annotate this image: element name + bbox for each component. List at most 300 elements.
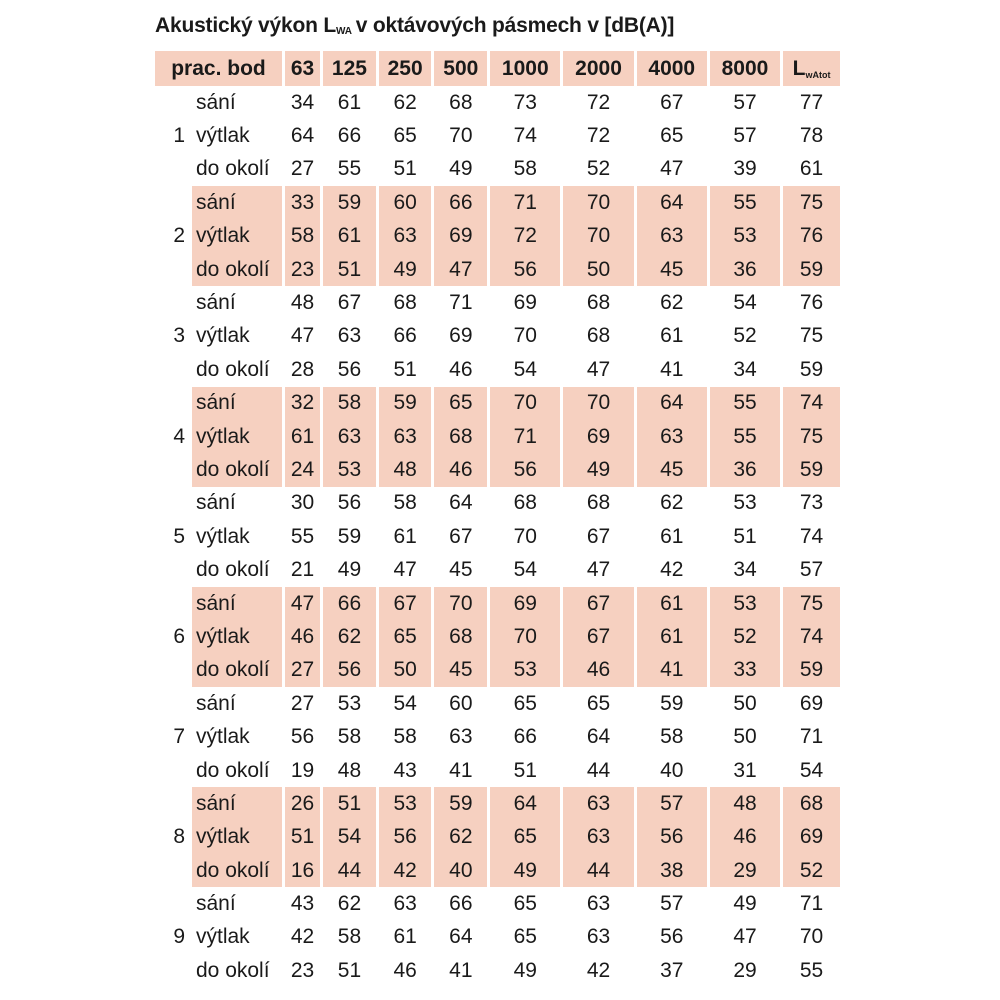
header-row — [155, 51, 840, 86]
value-cell: 58 — [660, 725, 684, 749]
total-value-cell: 74 — [799, 524, 824, 548]
value-cell: 43 — [290, 892, 315, 916]
value-cell: 56 — [337, 357, 362, 381]
row-label: sání — [192, 587, 282, 620]
value-cell: 58 — [393, 491, 417, 515]
table-row — [155, 687, 840, 720]
value-cell: 61 — [393, 925, 417, 949]
value-cell: 45 — [434, 654, 487, 687]
row-label: sání — [192, 186, 282, 219]
value-cell: 40 — [434, 854, 487, 887]
value-cell: 68 — [586, 324, 611, 348]
value-cell: 53 — [490, 654, 560, 687]
value-cell: 47 — [393, 558, 417, 582]
row-label: výtlak — [192, 821, 282, 854]
value-cell: 51 — [393, 357, 417, 381]
value-cell: 54 — [323, 821, 376, 854]
point-number — [155, 687, 189, 720]
total-value-cell: 74 — [783, 620, 840, 653]
table-row — [155, 854, 840, 887]
value-cell: 50 — [563, 253, 633, 286]
row-label: do okolí — [192, 253, 282, 286]
value-cell: 64 — [490, 787, 560, 820]
value-cell: 53 — [733, 491, 757, 515]
value-cell: 40 — [660, 758, 684, 782]
value-cell: 58 — [337, 925, 362, 949]
value-cell: 70 — [434, 587, 487, 620]
value-cell: 62 — [660, 291, 684, 315]
row-label: do okolí — [196, 558, 270, 582]
table-row — [155, 86, 840, 119]
value-cell: 45 — [637, 453, 707, 486]
value-cell: 72 — [586, 124, 611, 148]
value-cell: 39 — [733, 157, 757, 181]
header-total-main: L — [792, 56, 806, 80]
value-cell: 49 — [563, 453, 633, 486]
table-row — [155, 553, 840, 586]
total-value-cell: 75 — [783, 420, 840, 453]
total-value-cell: 59 — [783, 453, 840, 486]
header-band: 4000 — [637, 51, 707, 86]
value-cell: 56 — [379, 821, 432, 854]
value-cell: 65 — [434, 387, 487, 420]
header-band: 500 — [434, 51, 487, 86]
value-cell: 51 — [393, 157, 417, 181]
value-cell: 62 — [434, 821, 487, 854]
value-cell: 69 — [563, 420, 633, 453]
value-cell: 57 — [637, 787, 707, 820]
value-cell: 42 — [660, 558, 684, 582]
value-cell: 63 — [393, 892, 417, 916]
point-number — [155, 787, 189, 820]
value-cell: 38 — [637, 854, 707, 887]
table-row — [155, 720, 840, 753]
value-cell: 65 — [513, 892, 537, 916]
value-cell: 27 — [290, 157, 315, 181]
row-label: do okolí — [196, 958, 270, 982]
value-cell: 59 — [337, 524, 362, 548]
point-number — [155, 86, 189, 119]
row-label: sání — [196, 291, 236, 315]
total-value-cell: 75 — [783, 186, 840, 219]
value-cell: 62 — [337, 892, 362, 916]
value-cell: 56 — [323, 654, 376, 687]
total-value-cell: 69 — [799, 691, 824, 715]
table-row — [155, 253, 840, 286]
value-cell: 47 — [733, 925, 757, 949]
value-cell: 68 — [586, 291, 611, 315]
row-label: výtlak — [196, 524, 250, 548]
row-label: výtlak — [196, 324, 250, 348]
total-value-cell: 71 — [799, 725, 824, 749]
value-cell: 70 — [563, 387, 633, 420]
row-label: výtlak — [196, 725, 250, 749]
value-cell: 61 — [285, 420, 320, 453]
value-cell: 54 — [393, 691, 417, 715]
point-number — [155, 487, 189, 520]
value-cell: 46 — [434, 453, 487, 486]
point-number — [155, 553, 189, 586]
value-cell: 68 — [393, 291, 417, 315]
value-cell: 33 — [285, 186, 320, 219]
value-cell: 61 — [637, 620, 707, 653]
value-cell: 55 — [710, 420, 780, 453]
value-cell: 41 — [660, 357, 684, 381]
sound-power-table — [152, 51, 843, 988]
value-cell: 42 — [290, 925, 315, 949]
value-cell: 69 — [513, 291, 537, 315]
table-row — [155, 787, 840, 820]
value-cell: 58 — [323, 387, 376, 420]
value-cell: 59 — [434, 787, 487, 820]
point-number: 3 — [173, 324, 185, 348]
row-label: sání — [196, 491, 236, 515]
header-point-label: prac. bod — [155, 51, 282, 86]
value-cell: 64 — [637, 387, 707, 420]
value-cell: 56 — [337, 491, 362, 515]
point-number — [155, 587, 189, 620]
table-body — [155, 86, 840, 988]
point-number — [155, 387, 189, 420]
value-cell: 51 — [733, 524, 757, 548]
value-cell: 51 — [337, 958, 362, 982]
value-cell: 70 — [563, 186, 633, 219]
header-total-sub: wAtot — [805, 69, 831, 80]
value-cell: 27 — [290, 691, 315, 715]
value-cell: 65 — [379, 620, 432, 653]
value-cell: 59 — [379, 387, 432, 420]
value-cell: 61 — [637, 587, 707, 620]
row-label: do okolí — [196, 357, 270, 381]
table-row — [155, 353, 840, 386]
value-cell: 65 — [660, 124, 684, 148]
value-cell: 53 — [379, 787, 432, 820]
value-cell: 48 — [290, 291, 315, 315]
value-cell: 65 — [513, 925, 537, 949]
value-cell: 52 — [733, 324, 757, 348]
value-cell: 70 — [563, 220, 633, 253]
value-cell: 46 — [563, 654, 633, 687]
value-cell: 69 — [490, 587, 560, 620]
row-label: výtlak — [192, 420, 282, 453]
value-cell: 44 — [323, 854, 376, 887]
value-cell: 53 — [323, 453, 376, 486]
point-number — [155, 654, 189, 687]
row-label: výtlak — [196, 124, 250, 148]
table-row — [155, 220, 840, 253]
value-cell: 68 — [586, 491, 611, 515]
value-cell: 71 — [490, 186, 560, 219]
total-value-cell: 61 — [799, 157, 824, 181]
value-cell: 70 — [449, 124, 473, 148]
value-cell: 59 — [323, 186, 376, 219]
total-value-cell: 77 — [799, 90, 824, 114]
table-row — [155, 453, 840, 486]
table-row — [155, 587, 840, 620]
point-number: 7 — [173, 725, 185, 749]
value-cell: 47 — [434, 253, 487, 286]
total-value-cell: 57 — [799, 558, 824, 582]
value-cell: 54 — [513, 357, 537, 381]
value-cell: 45 — [637, 253, 707, 286]
value-cell: 72 — [586, 90, 611, 114]
total-value-cell: 73 — [799, 491, 824, 515]
table-row — [155, 487, 840, 520]
value-cell: 58 — [285, 220, 320, 253]
row-label: do okolí — [192, 854, 282, 887]
header-band: 1000 — [490, 51, 560, 86]
value-cell: 66 — [337, 124, 362, 148]
value-cell: 49 — [337, 558, 362, 582]
value-cell: 34 — [733, 558, 757, 582]
value-cell: 61 — [660, 524, 684, 548]
value-cell: 63 — [586, 892, 611, 916]
value-cell: 54 — [733, 291, 757, 315]
value-cell: 68 — [449, 90, 473, 114]
table-row — [155, 887, 840, 920]
value-cell: 41 — [449, 958, 473, 982]
value-cell: 51 — [285, 821, 320, 854]
value-cell: 23 — [285, 253, 320, 286]
value-cell: 72 — [490, 220, 560, 253]
point-number: 6 — [173, 624, 185, 648]
value-cell: 67 — [449, 524, 473, 548]
value-cell: 67 — [586, 524, 611, 548]
table-row — [155, 754, 840, 787]
value-cell: 49 — [733, 892, 757, 916]
value-cell: 24 — [285, 453, 320, 486]
total-value-cell: 71 — [799, 892, 824, 916]
value-cell: 57 — [733, 124, 757, 148]
value-cell: 44 — [586, 758, 611, 782]
value-cell: 53 — [710, 587, 780, 620]
row-label: do okolí — [196, 758, 270, 782]
value-cell: 58 — [393, 725, 417, 749]
value-cell: 70 — [513, 324, 537, 348]
total-value-cell: 75 — [783, 587, 840, 620]
title-subscript: WA — [336, 26, 352, 37]
value-cell: 49 — [379, 253, 432, 286]
point-number — [155, 353, 189, 386]
row-label: výtlak — [192, 220, 282, 253]
value-cell: 29 — [733, 958, 757, 982]
value-cell: 52 — [710, 620, 780, 653]
value-cell: 51 — [323, 253, 376, 286]
value-cell: 52 — [586, 157, 611, 181]
table-row — [155, 387, 840, 420]
value-cell: 33 — [710, 654, 780, 687]
value-cell: 48 — [379, 453, 432, 486]
value-cell: 63 — [637, 220, 707, 253]
total-value-cell: 69 — [783, 821, 840, 854]
point-number — [155, 453, 189, 486]
value-cell: 61 — [323, 220, 376, 253]
point-number: 8 — [173, 825, 185, 849]
value-cell: 28 — [290, 357, 315, 381]
value-cell: 50 — [379, 654, 432, 687]
value-cell: 44 — [563, 854, 633, 887]
value-cell: 56 — [290, 725, 315, 749]
value-cell: 49 — [490, 854, 560, 887]
value-cell: 65 — [393, 124, 417, 148]
value-cell: 47 — [586, 558, 611, 582]
value-cell: 58 — [513, 157, 537, 181]
value-cell: 45 — [449, 558, 473, 582]
table-row — [155, 420, 840, 453]
value-cell: 46 — [285, 620, 320, 653]
value-cell: 55 — [710, 387, 780, 420]
value-cell: 65 — [490, 821, 560, 854]
total-value-cell: 76 — [783, 220, 840, 253]
table-title — [155, 14, 674, 38]
value-cell: 42 — [586, 958, 611, 982]
point-number: 4 — [173, 424, 185, 448]
value-cell: 66 — [434, 186, 487, 219]
value-cell: 48 — [337, 758, 362, 782]
value-cell: 70 — [513, 524, 537, 548]
value-cell: 63 — [337, 324, 362, 348]
value-cell: 60 — [379, 186, 432, 219]
table-row — [155, 153, 840, 186]
table-row — [155, 654, 840, 687]
value-cell: 47 — [290, 324, 315, 348]
total-value-cell: 74 — [783, 387, 840, 420]
point-number: 2 — [173, 224, 185, 248]
value-cell: 67 — [563, 587, 633, 620]
row-label: sání — [196, 892, 236, 916]
value-cell: 69 — [449, 324, 473, 348]
row-label: do okolí — [192, 654, 282, 687]
total-value-cell: 54 — [799, 758, 824, 782]
value-cell: 30 — [290, 491, 315, 515]
point-number — [155, 754, 189, 787]
title-text-pre: Akustický výkon L — [155, 14, 337, 37]
value-cell: 53 — [710, 220, 780, 253]
value-cell: 63 — [637, 420, 707, 453]
value-cell: 56 — [490, 253, 560, 286]
total-value-cell: 52 — [783, 854, 840, 887]
table-row — [155, 320, 840, 353]
value-cell: 57 — [660, 892, 684, 916]
row-label: výtlak — [192, 620, 282, 653]
value-cell: 37 — [660, 958, 684, 982]
value-cell: 51 — [513, 758, 537, 782]
value-cell: 64 — [637, 186, 707, 219]
table-row — [155, 821, 840, 854]
row-label: do okolí — [192, 453, 282, 486]
value-cell: 66 — [323, 587, 376, 620]
value-cell: 67 — [563, 620, 633, 653]
value-cell: 34 — [733, 357, 757, 381]
table-row — [155, 520, 840, 553]
value-cell: 58 — [337, 725, 362, 749]
point-number — [155, 854, 189, 887]
table-row — [155, 921, 840, 954]
value-cell: 16 — [285, 854, 320, 887]
value-cell: 27 — [285, 654, 320, 687]
row-label: sání — [196, 90, 236, 114]
total-value-cell: 78 — [799, 124, 824, 148]
value-cell: 56 — [637, 821, 707, 854]
header-band: 63 — [285, 51, 320, 86]
value-cell: 74 — [513, 124, 537, 148]
point-number — [155, 954, 189, 987]
point-number: 9 — [173, 925, 185, 949]
table-row — [155, 186, 840, 219]
value-cell: 19 — [290, 758, 315, 782]
value-cell: 53 — [337, 691, 362, 715]
value-cell: 46 — [710, 821, 780, 854]
value-cell: 63 — [449, 725, 473, 749]
value-cell: 36 — [710, 253, 780, 286]
total-value-cell: 70 — [799, 925, 824, 949]
value-cell: 55 — [290, 524, 315, 548]
value-cell: 41 — [637, 654, 707, 687]
value-cell: 36 — [710, 453, 780, 486]
value-cell: 66 — [513, 725, 537, 749]
row-label: sání — [196, 691, 236, 715]
header-band: 250 — [379, 51, 432, 86]
value-cell: 69 — [434, 220, 487, 253]
value-cell: 61 — [393, 524, 417, 548]
value-cell: 64 — [586, 725, 611, 749]
value-cell: 61 — [660, 324, 684, 348]
value-cell: 50 — [733, 691, 757, 715]
table-row — [155, 119, 840, 152]
value-cell: 60 — [449, 691, 473, 715]
total-value-cell: 59 — [783, 654, 840, 687]
value-cell: 49 — [449, 157, 473, 181]
value-cell: 64 — [449, 491, 473, 515]
value-cell: 47 — [586, 357, 611, 381]
value-cell: 48 — [710, 787, 780, 820]
value-cell: 62 — [323, 620, 376, 653]
value-cell: 50 — [733, 725, 757, 749]
value-cell: 68 — [434, 620, 487, 653]
point-number — [155, 286, 189, 319]
table-row — [155, 954, 840, 987]
value-cell: 21 — [290, 558, 315, 582]
value-cell: 61 — [337, 90, 362, 114]
value-cell: 46 — [449, 357, 473, 381]
value-cell: 64 — [290, 124, 315, 148]
header-band: 125 — [323, 51, 376, 86]
total-value-cell: 59 — [799, 357, 824, 381]
point-number — [155, 887, 189, 920]
value-cell: 67 — [660, 90, 684, 114]
value-cell: 68 — [513, 491, 537, 515]
value-cell: 65 — [513, 691, 537, 715]
title-text-post: v oktávových pásmech v [dB(A)] — [355, 14, 675, 37]
value-cell: 63 — [563, 821, 633, 854]
value-cell: 67 — [337, 291, 362, 315]
header-band: 8000 — [710, 51, 780, 86]
value-cell: 71 — [490, 420, 560, 453]
value-cell: 68 — [434, 420, 487, 453]
value-cell: 64 — [449, 925, 473, 949]
value-cell: 55 — [710, 186, 780, 219]
value-cell: 70 — [490, 620, 560, 653]
value-cell: 73 — [513, 90, 537, 114]
value-cell: 66 — [393, 324, 417, 348]
value-cell: 32 — [285, 387, 320, 420]
value-cell: 65 — [586, 691, 611, 715]
total-value-cell: 55 — [799, 958, 824, 982]
value-cell: 63 — [586, 925, 611, 949]
value-cell: 57 — [733, 90, 757, 114]
value-cell: 63 — [379, 420, 432, 453]
point-number: 1 — [173, 124, 185, 148]
